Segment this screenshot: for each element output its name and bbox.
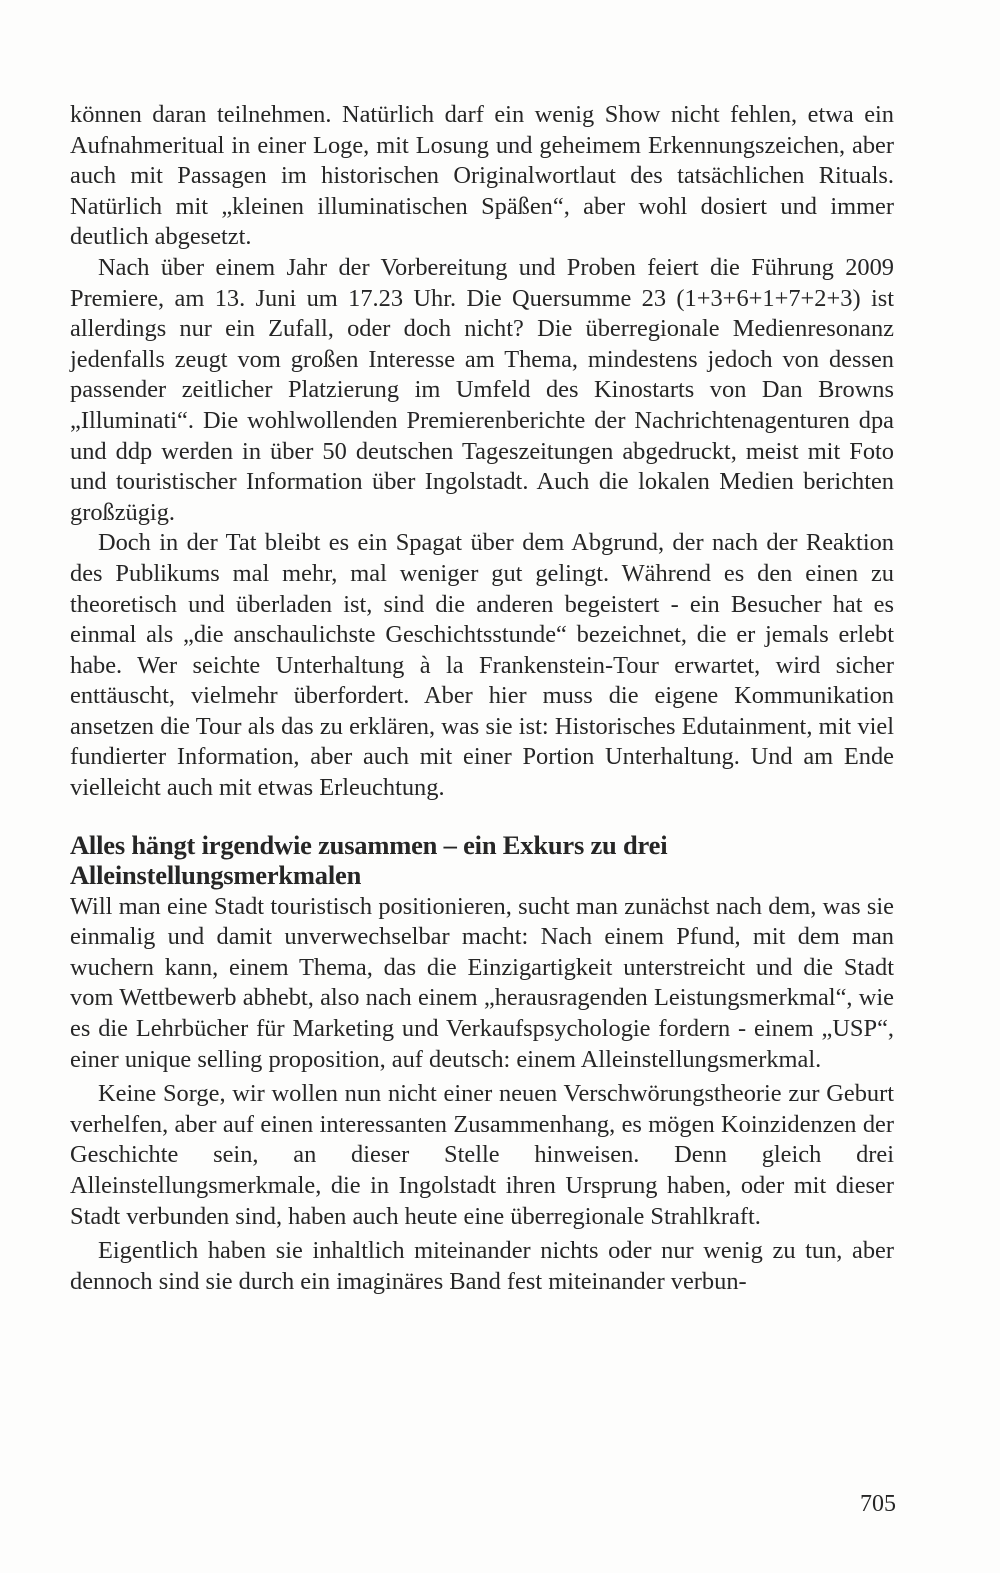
paragraph-4: Will man eine Stadt touristisch positionieren, sucht man zunächst nach dem, was sie einmalig und damit unverwechselbar macht: Nach einem Pfund, mit dem man wuchern kann, einem Thema, das die Einzigartigkeit unterstreicht und die Stadt vom Wettbewerb abhebt, also nach einem „herausragenden Leistungsmerkmal“, wie es die Lehrbücher für Marketing und Verkaufspsychologie fordern - einem „USP“, einer unique selling proposition, auf deutsch: einem Alleinstellungsmerkmal. xyxy=(70,892,894,1073)
page-number: 705 xyxy=(860,1491,896,1517)
paragraph-3: Doch in der Tat bleibt es ein Spagat über dem Abgrund, der nach der Reaktion des Publikums mal mehr, mal weniger gut gelingt. Während es den einen zu theoretisch und überladen ist, sind die anderen begeistert - ein Besucher hat es einmal als „die anschaulichste Geschichtsstunde“ bezeichnet, die er jemals erlebt habe. Wer seichte Unterhaltung à la Frankenstein-Tour erwartet, wird sicher enttäuscht, vielmehr überfordert. Aber hier muss die eigene Kommunikation ansetzen die Tour als das zu erklären, was sie ist: Historisches Edutainment, mit viel fundierter Information, aber auch mit einer Portion Unterhaltung. Und am Ende vielleicht auch mit etwas Erleuchtung. xyxy=(70,529,894,802)
section-heading: Alles hängt irgendwie zusammen – ein Exkurs zu drei Alleinstellungsmerkmalen xyxy=(70,829,668,890)
paragraph-2: Nach über einem Jahr der Vorbereitung und Proben feiert die Führung 2009 Premiere, am 13. Juni um 17.23 Uhr. Die Quersumme 23 (1+3+6+1+7+2+3) ist allerdings nur ein Zufall, oder doch nicht? Die überregionale Medienresonanz jedenfalls zeugt vom großen Interesse am Thema, mindestens jedoch von dessen passender zeitlicher Platzierung im Umfeld des Kinostarts von Dan Browns „Illuminati“. Die wohlwollenden Premierenberichte der Nachrichtenagenturen dpa und ddp werden in über 50 deutschen Tageszeitungen abgedruckt, meist mit Foto und touristischer Information über Ingolstadt. Auch die lokalen Medien berichten großzügig. xyxy=(70,253,894,526)
paragraph-1: können daran teilnehmen. Natürlich darf ein wenig Show nicht fehlen, etwa ein Aufnahmeritual in einer Loge, mit Losung und geheimem Erkennungszeichen, aber auch mit Passagen im historischen Originalwortlaut des tatsächlichen Rituals. Natürlich mit „kleinen illuminatischen Späßen“, aber wohl dosiert und immer deutlich abgesetzt. xyxy=(70,101,894,251)
paragraph-6: Eigentlich haben sie inhaltlich miteinander nichts oder nur wenig zu tun, aber dennoch sind sie durch ein imaginäres Band fest miteinander verbun- xyxy=(70,1237,894,1295)
body-text xyxy=(70,100,894,1297)
paragraph-5: Keine Sorge, wir wollen nun nicht einer neuen Verschwörungstheorie zur Geburt verhelfen, aber auf einen interessanten Zusammenhang, es mögen Koinzidenzen der Geschichte sein, an dieser Stelle hinweisen. Denn gleich drei Alleinstellungsmerkmale, die in Ingolstadt ihren Ursprung haben, oder mit dieser Stadt verbunden sind, haben auch heute eine überregionale Strahlkraft. xyxy=(70,1080,894,1230)
